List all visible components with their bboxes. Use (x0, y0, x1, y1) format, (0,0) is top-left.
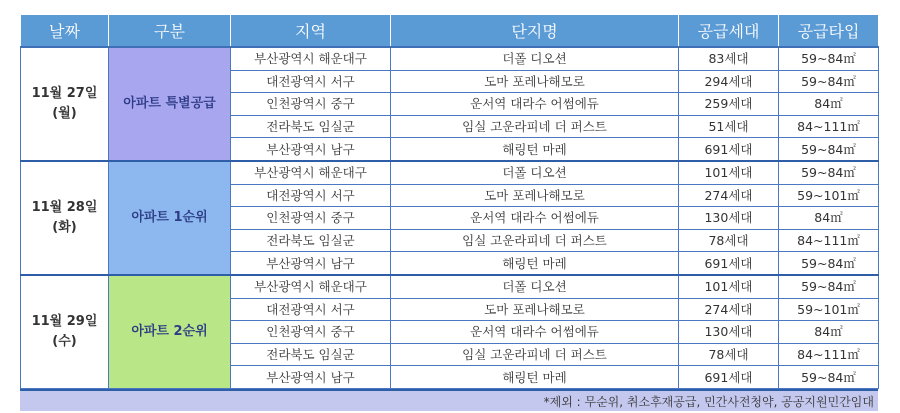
households-cell: 274세대 (679, 184, 779, 207)
supply-type-cell: 59~101㎡ (779, 184, 879, 207)
header-households: 공급세대 (679, 15, 779, 47)
region-cell: 부산광역시 해운대구 (231, 275, 391, 298)
supply-type-cell: 59~84㎡ (779, 161, 879, 184)
households-cell: 259세대 (679, 93, 779, 116)
region-cell: 전라북도 임실군 (231, 343, 391, 366)
table-row (21, 275, 879, 298)
region-cell: 인천광역시 중구 (231, 207, 391, 230)
complex-name-cell: 해링턴 마레 (391, 366, 679, 389)
footnote: *제외 : 무순위, 취소후재공급, 민간사전청약, 공공지원민간임대 (20, 389, 878, 411)
supply-type-cell: 84~111㎡ (779, 115, 879, 138)
households-cell: 101세대 (679, 161, 779, 184)
region-cell: 전라북도 임실군 (231, 115, 391, 138)
header-category: 구분 (109, 15, 231, 47)
region-cell: 부산광역시 해운대구 (231, 161, 391, 184)
complex-name-cell: 임실 고운라피네 더 퍼스트 (391, 343, 679, 366)
households-cell: 294세대 (679, 70, 779, 93)
complex-name-cell: 운서역 대라수 어썸에듀 (391, 321, 679, 344)
weekday-text: (수) (52, 333, 77, 349)
category-cell: 아파트 2순위 (109, 275, 231, 388)
supply-type-cell: 84㎡ (779, 207, 879, 230)
households-cell: 274세대 (679, 298, 779, 321)
category-cell: 아파트 1순위 (109, 161, 231, 275)
region-cell: 부산광역시 해운대구 (231, 47, 391, 70)
supply-type-cell: 59~101㎡ (779, 298, 879, 321)
weekday-text: (월) (52, 105, 77, 121)
complex-name-cell: 도마 포레나해모로 (391, 70, 679, 93)
date-cell (21, 275, 109, 388)
complex-name-cell: 임실 고운라피네 더 퍼스트 (391, 115, 679, 138)
complex-name-cell: 더폴 디오션 (391, 161, 679, 184)
supply-type-cell: 84~111㎡ (779, 343, 879, 366)
region-cell: 인천광역시 중구 (231, 93, 391, 116)
header-row (21, 15, 879, 47)
complex-name-cell: 더폴 디오션 (391, 47, 679, 70)
households-cell: 78세대 (679, 229, 779, 252)
complex-name-cell: 해링턴 마레 (391, 138, 679, 161)
region-cell: 대전광역시 서구 (231, 184, 391, 207)
supply-type-cell: 59~84㎡ (779, 252, 879, 275)
supply-type-cell: 59~84㎡ (779, 366, 879, 389)
date-text: 11월 27일 (31, 85, 98, 101)
supply-type-cell: 84㎡ (779, 321, 879, 344)
supply-type-cell: 84~111㎡ (779, 229, 879, 252)
supply-type-cell: 59~84㎡ (779, 47, 879, 70)
region-cell: 부산광역시 남구 (231, 138, 391, 161)
table-row (21, 47, 879, 70)
complex-name-cell: 해링턴 마레 (391, 252, 679, 275)
date-cell (21, 47, 109, 161)
header-complex: 단지명 (391, 15, 679, 47)
households-cell: 691세대 (679, 252, 779, 275)
region-cell: 인천광역시 중구 (231, 321, 391, 344)
date-text: 11월 28일 (31, 199, 98, 215)
households-cell: 130세대 (679, 207, 779, 230)
complex-name-cell: 임실 고운라피네 더 퍼스트 (391, 229, 679, 252)
schedule-table-container (20, 15, 878, 411)
complex-name-cell: 도마 포레나해모로 (391, 298, 679, 321)
weekday-text: (화) (52, 219, 77, 235)
households-cell: 83세대 (679, 47, 779, 70)
supply-type-cell: 59~84㎡ (779, 70, 879, 93)
complex-name-cell: 운서역 대라수 어썸에듀 (391, 207, 679, 230)
households-cell: 691세대 (679, 366, 779, 389)
header-region: 지역 (231, 15, 391, 47)
households-cell: 78세대 (679, 343, 779, 366)
supply-type-cell: 59~84㎡ (779, 275, 879, 298)
region-cell: 부산광역시 남구 (231, 252, 391, 275)
complex-name-cell: 운서역 대라수 어썸에듀 (391, 93, 679, 116)
region-cell: 대전광역시 서구 (231, 298, 391, 321)
region-cell: 부산광역시 남구 (231, 366, 391, 389)
region-cell: 전라북도 임실군 (231, 229, 391, 252)
table-row (21, 161, 879, 184)
header-type: 공급타입 (779, 15, 879, 47)
supply-type-cell: 59~84㎡ (779, 138, 879, 161)
subscription-schedule-table (20, 15, 879, 389)
date-text: 11월 29일 (31, 313, 98, 329)
complex-name-cell: 더폴 디오션 (391, 275, 679, 298)
households-cell: 691세대 (679, 138, 779, 161)
date-cell (21, 161, 109, 275)
schedule-body (21, 47, 879, 388)
category-cell: 아파트 특별공급 (109, 47, 231, 161)
households-cell: 101세대 (679, 275, 779, 298)
header-date: 날짜 (21, 15, 109, 47)
households-cell: 130세대 (679, 321, 779, 344)
region-cell: 대전광역시 서구 (231, 70, 391, 93)
complex-name-cell: 도마 포레나해모로 (391, 184, 679, 207)
households-cell: 51세대 (679, 115, 779, 138)
supply-type-cell: 84㎡ (779, 93, 879, 116)
